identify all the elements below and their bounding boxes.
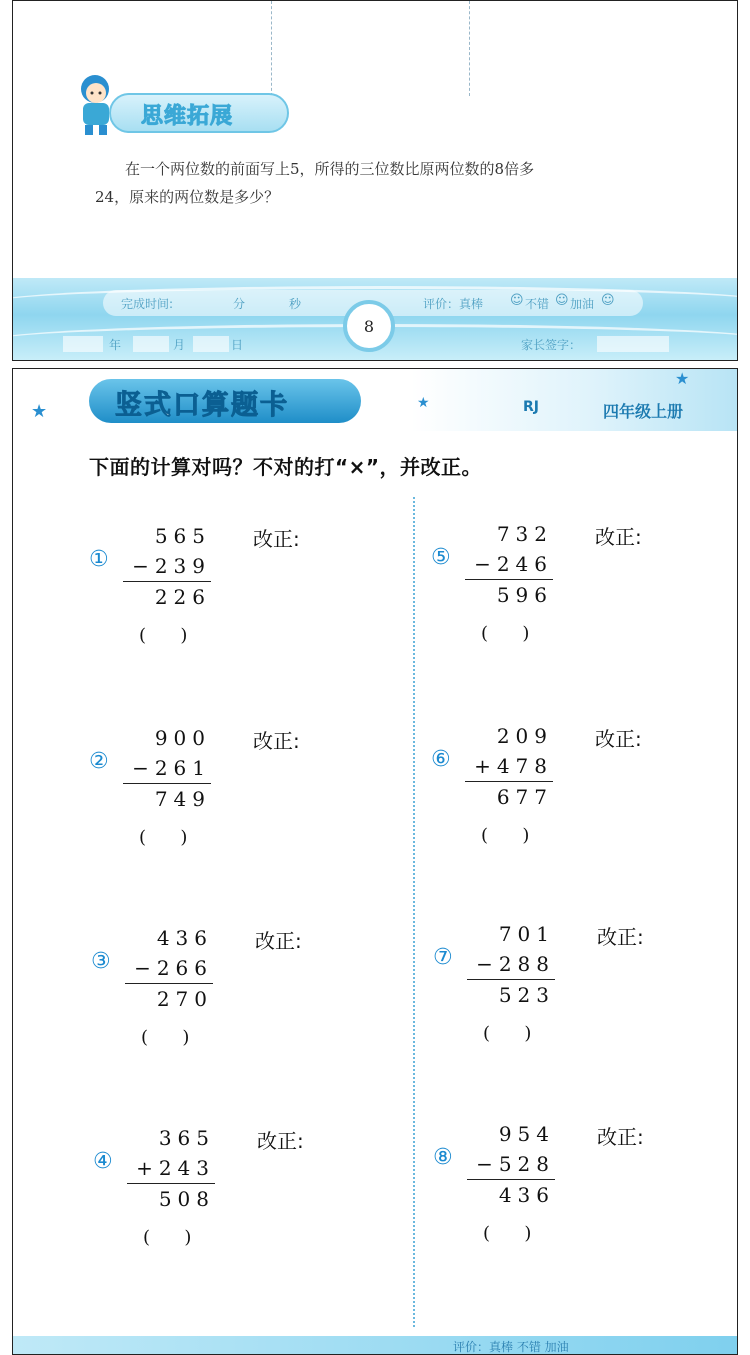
calc-result: 596 bbox=[496, 583, 553, 607]
calc-operand: −239 bbox=[132, 554, 211, 578]
calc-result: 523 bbox=[498, 983, 555, 1007]
thinking-problem bbox=[95, 155, 695, 211]
correction-label: 改正: bbox=[597, 1125, 644, 1149]
correction-label: 改正: bbox=[253, 527, 300, 551]
problem-marker: ⑦ bbox=[433, 945, 453, 970]
problem-item bbox=[93, 1123, 413, 1283]
answer-paren[interactable]: ( ) bbox=[141, 1027, 190, 1048]
problem-item bbox=[431, 721, 750, 881]
vertical-calc bbox=[465, 919, 555, 1010]
star-icon: ★ bbox=[675, 369, 690, 388]
problem-item bbox=[431, 519, 750, 679]
problem-marker: ⑧ bbox=[433, 1145, 453, 1170]
calc-operand: +478 bbox=[474, 754, 553, 778]
answer-paren[interactable]: ( ) bbox=[481, 623, 530, 644]
problem-item bbox=[91, 923, 411, 1083]
page-number-seal bbox=[343, 300, 395, 352]
parent-sign-label: 家长签字： bbox=[521, 338, 582, 352]
edition-tag: RJ bbox=[523, 399, 539, 415]
answer-paren[interactable]: ( ) bbox=[483, 1223, 532, 1244]
problem-line: 24，原来的两位数是多少？ bbox=[95, 188, 280, 206]
vertical-calc bbox=[121, 723, 211, 814]
bottom-strip bbox=[13, 1336, 737, 1354]
answer-paren[interactable]: ( ) bbox=[139, 625, 188, 646]
vertical-calc bbox=[463, 721, 553, 812]
rating-good: 不错 bbox=[525, 297, 550, 311]
girl-mascot-icon bbox=[69, 71, 123, 137]
calc-result: 508 bbox=[158, 1187, 215, 1211]
day-blank bbox=[193, 336, 229, 352]
instruction-text: 下面的计算对吗？不对的打“×”，并改正。 bbox=[89, 455, 483, 479]
parent-sign-blank bbox=[597, 336, 669, 352]
calc-top: 209 bbox=[496, 724, 553, 748]
smile-icon: ☺ bbox=[601, 293, 615, 308]
time-label: 完成时间: bbox=[121, 297, 174, 311]
answer-paren[interactable]: ( ) bbox=[139, 827, 188, 848]
year-blank bbox=[63, 336, 103, 352]
correction-label: 改正: bbox=[257, 1129, 304, 1153]
calc-top: 365 bbox=[158, 1126, 215, 1150]
problem-line: 在一个两位数的前面写上5，所得的三位数比原两位数的8倍多 bbox=[125, 160, 535, 178]
minute-label: 分 bbox=[233, 297, 246, 311]
correction-label: 改正: bbox=[595, 727, 642, 751]
problem-marker: ⑥ bbox=[431, 747, 451, 772]
problem-marker: ① bbox=[89, 547, 109, 572]
problem-marker: ⑤ bbox=[431, 545, 451, 570]
calc-top: 900 bbox=[154, 726, 211, 750]
problem-item bbox=[89, 723, 409, 883]
answer-paren[interactable]: ( ) bbox=[481, 825, 530, 846]
strip-rating: 评价：真棒 不错 加油 bbox=[453, 1340, 569, 1354]
correction-label: 改正: bbox=[255, 929, 302, 953]
year-label: 年 bbox=[109, 338, 122, 352]
correction-label: 改正: bbox=[253, 729, 300, 753]
calc-top: 701 bbox=[498, 922, 555, 946]
problem-item bbox=[89, 521, 409, 681]
page-footer bbox=[13, 278, 737, 360]
top-page bbox=[12, 0, 738, 361]
banner-title: 竖式口算题卡 bbox=[115, 390, 289, 421]
rating-label: 评价：真棒 bbox=[423, 297, 484, 311]
calc-operand: −288 bbox=[476, 952, 555, 976]
month-label: 月 bbox=[173, 338, 186, 352]
badge-title: 思维拓展 bbox=[141, 104, 234, 129]
calc-operand: −261 bbox=[132, 756, 211, 780]
calc-top: 436 bbox=[156, 926, 213, 950]
day-label: 日 bbox=[231, 338, 244, 352]
vertical-calc bbox=[121, 521, 211, 612]
calc-operand: +243 bbox=[136, 1156, 215, 1180]
calc-top: 732 bbox=[496, 522, 553, 546]
calc-operand: −528 bbox=[476, 1152, 555, 1176]
calc-result: 436 bbox=[498, 1183, 555, 1207]
vertical-calc bbox=[465, 1119, 555, 1210]
second-label: 秒 bbox=[289, 297, 302, 311]
problem-marker: ② bbox=[89, 749, 109, 774]
star-icon: ★ bbox=[417, 395, 430, 411]
calc-operand: −246 bbox=[474, 552, 553, 576]
vertical-calc bbox=[123, 923, 213, 1014]
dashed-divider bbox=[469, 1, 470, 96]
problem-item bbox=[433, 919, 750, 1079]
answer-paren[interactable]: ( ) bbox=[483, 1023, 532, 1044]
calc-top: 565 bbox=[154, 524, 211, 548]
column-divider bbox=[413, 497, 415, 1327]
answer-paren[interactable]: ( ) bbox=[143, 1227, 192, 1248]
bottom-page bbox=[12, 368, 738, 1355]
vertical-calc bbox=[125, 1123, 215, 1214]
smile-icon: ☺ bbox=[555, 293, 569, 308]
correction-label: 改正: bbox=[597, 925, 644, 949]
calc-operand: −266 bbox=[134, 956, 213, 980]
vertical-calc bbox=[463, 519, 553, 610]
grade-tag: 四年级上册 bbox=[603, 402, 684, 421]
calc-result: 226 bbox=[154, 585, 211, 609]
smile-icon: ☺ bbox=[510, 293, 524, 308]
page-number: 8 bbox=[363, 316, 375, 336]
calc-top: 954 bbox=[498, 1122, 555, 1146]
month-blank bbox=[133, 336, 169, 352]
problem-item bbox=[433, 1119, 750, 1279]
problem-marker: ④ bbox=[93, 1149, 113, 1174]
calc-result: 749 bbox=[154, 787, 211, 811]
calc-result: 677 bbox=[496, 785, 553, 809]
correction-label: 改正: bbox=[595, 525, 642, 549]
card-banner bbox=[13, 369, 737, 431]
calc-result: 270 bbox=[156, 987, 213, 1011]
dashed-divider bbox=[271, 1, 272, 96]
star-icon: ★ bbox=[31, 401, 48, 422]
rating-try: 加油 bbox=[570, 297, 595, 311]
problem-marker: ③ bbox=[91, 949, 111, 974]
